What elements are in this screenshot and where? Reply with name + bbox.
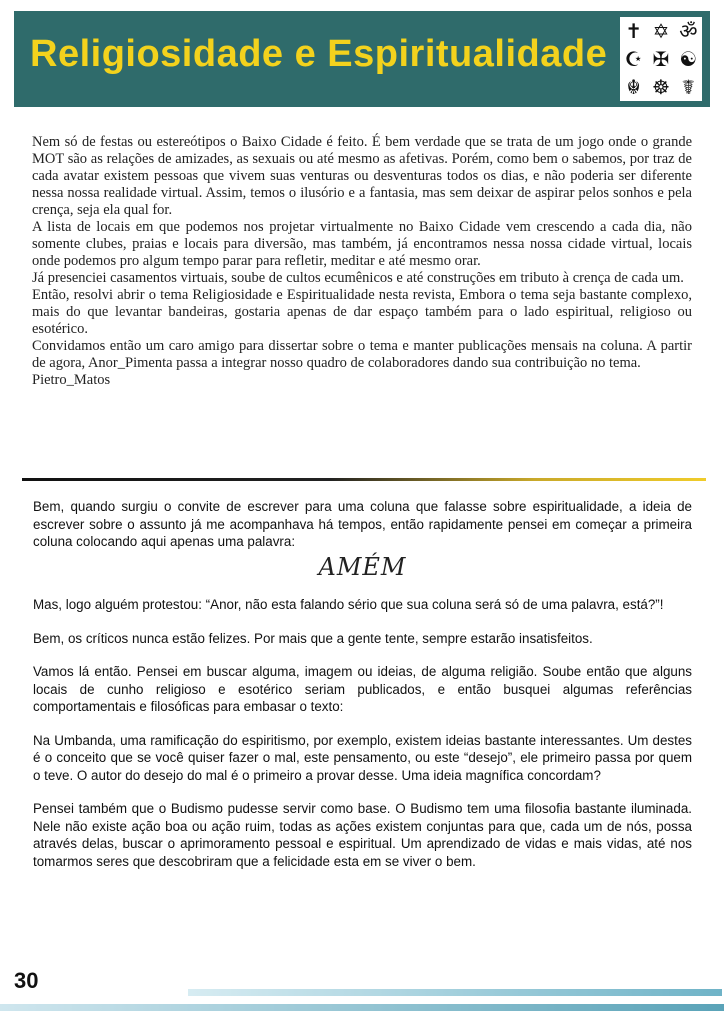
intro-paragraph: A lista de locais em que podemos nos projetar virtualmente no Baixo Cidade vem crescendo a cada dia, não somente clubes, praias e locais para diversão, mas também, já encontramos nessa nossa cidade virtual, locais onde podemos pro algum tempo parar para refletir, meditar e até mesmo orar. bbox=[32, 219, 692, 269]
cross-icon: ✝ bbox=[625, 19, 643, 43]
religious-symbols-grid bbox=[620, 17, 702, 101]
column-body bbox=[33, 498, 692, 886]
column-paragraph: Bem, os críticos nunca estão felizes. Por mais que a gente tente, sempre estarão insatisfeitos. bbox=[33, 630, 593, 646]
amen-word: AMÉM bbox=[318, 552, 407, 581]
column-paragraph: Vamos lá então. Pensei em buscar alguma, imagem ou ideias, de alguma religião. Soube então que alguns locais de cunho religioso e esotérico seriam publicados, e então busquei algumas referências comportamentais e filosóficas para embasar o texto: bbox=[33, 664, 692, 714]
editor-introduction bbox=[32, 134, 692, 389]
intro-paragraph: Já presenciei casamentos virtuais, soube de cultos ecumênicos e até construções em tributo à crença de cada um. bbox=[32, 270, 684, 286]
dharma-wheel-icon: ☸ bbox=[652, 75, 670, 99]
footer-stripe bbox=[188, 989, 722, 996]
intro-signature: Pietro_Matos bbox=[32, 372, 111, 388]
star-of-david-icon: ✡ bbox=[652, 19, 670, 43]
footer-stripe bbox=[0, 1004, 724, 1011]
column-paragraph: Bem, quando surgiu o convite de escrever para uma coluna que falasse sobre espiritualidade, a ideia de escrever sobre o assunto já me acompanhava há tempos, então rapidamente pensei em começar a primeira coluna colocando aqui apenas uma palavra: bbox=[33, 499, 692, 549]
maltese-cross-icon: ✠ bbox=[652, 47, 670, 71]
column-paragraph: Na Umbanda, uma ramificação do espiritismo, por exemplo, existem ideias bastante interessantes. Um destes é o conceito que se você quiser fazer o mal, este pensamento, ou este “desejo”, ele primeiro passa por quem o teve. O autor do desejo do mal é o primeiro a provar desse. Uma ideia magnífica concordam? bbox=[33, 732, 692, 783]
page-title: Religiosidade e Espiritualidade bbox=[30, 33, 608, 75]
yin-yang-icon: ☯ bbox=[679, 47, 698, 71]
column-paragraph: Pensei também que o Budismo pudesse servir como base. O Budismo tem uma filosofia bastante iluminada. Nele não existe ação boa ou ação ruim, todas as ações existem conjuntas para que, cada um de nós, possa através delas, buscar o aprimoramento pessoal e espiritual. Um aprendizado de vidas e mais vidas, até nos tomarmos seres que descobriram que a felicidade esta em se viver o bem. bbox=[33, 801, 692, 869]
section-divider bbox=[22, 478, 706, 481]
intro-paragraph: Convidamos então um caro amigo para dissertar sobre o tema e manter publicações mensais na coluna. A partir de agora, Anor_Pimenta passa a integrar nosso quadro de colaboradores dando sua contribuição no tema. bbox=[32, 338, 692, 371]
intro-paragraph: Então, resolvi abrir o tema Religiosidade e Espiritualidade nesta revista, Embora o tema seja bastante complexo, mais do que levantar bandeiras, gostaria apenas de dar espaço também para o lado espiritual, religioso ou esotérico. bbox=[32, 287, 692, 337]
caduceus-icon: ☤ bbox=[681, 75, 696, 99]
page-header bbox=[14, 11, 710, 107]
intro-paragraph: Nem só de festas ou estereótipos o Baixo Cidade é feito. É bem verdade que se trata de um jogo onde o grande MOT são as relações de amizades, as sexuais ou até mesmo as afetivas. Porém, como bem o sabemos, por traz de cada avatar existem pessoas que vivem suas venturas ou desventuras todos os dias, e não poderia ser diferente nessa nossa realidade virtual. Assim, temos o ilusório e a fantasia, mas sem deixar de aspirar pelos sonhos e pela crença, seja ela qual for. bbox=[32, 134, 692, 218]
khanda-icon: ☬ bbox=[626, 75, 641, 99]
column-paragraph: Mas, logo alguém protestou: “Anor, não esta falando sério que sua coluna será só de uma palavra, está?”! bbox=[33, 597, 664, 612]
star-and-crescent-icon: ☪ bbox=[624, 47, 643, 71]
page-number: 30 bbox=[14, 968, 39, 993]
om-icon: ॐ bbox=[679, 19, 698, 43]
